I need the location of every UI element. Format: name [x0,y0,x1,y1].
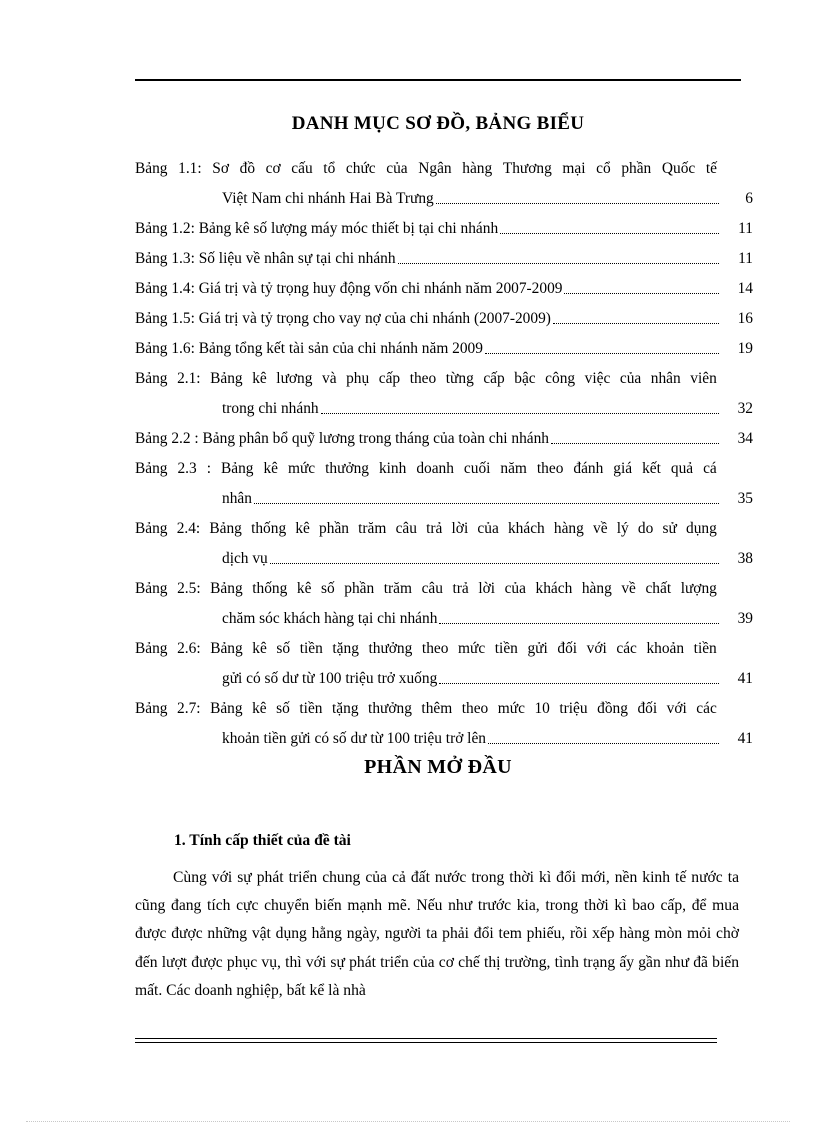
dot-leader [485,334,719,354]
toc-page-number: 38 [737,550,753,567]
toc-word: Bảng [135,580,168,597]
toc-word: 2.6: [177,640,201,657]
toc-word: lương [276,370,313,387]
toc-word: tiền [494,640,518,657]
toc-word: của [477,520,499,537]
toc-word: Bảng [135,640,168,657]
toc-word: với [666,700,687,717]
toc-word: việc [584,370,611,387]
toc-word: lời [478,580,496,597]
toc-word: đồ [239,160,256,177]
toc-word: chất [645,580,672,597]
toc-word: Bảng [220,460,254,477]
body-paragraph: Cùng với sự phát triển chung của cả đất nước trong thời kì đổi mới, nền kinh tế nước ta cũng đang tích cực chuyển biến mạnh mẽ. Nếu như trước kia, trong thời kì bao cấp, để mua được được những vật dụng hằng ngày, người ta phải đổi tem phiếu, rồi xếp hàng mòn mỏi chờ đến lượt được phục vụ, thì với sự phát triển của cơ chế thị trường, tình trạng ấy gần như đã biến mất. Các doanh nghiệp, bất kể là nhà [135,869,739,999]
toc-word: theo [536,460,564,477]
dot-leader [398,244,719,264]
toc-word: về [621,580,636,597]
toc-page-number: 16 [737,310,753,327]
toc-word: Bảng [135,520,168,537]
toc-word: các [616,640,637,657]
toc-word: 2.3 [177,460,197,477]
toc-word: kê [296,580,312,597]
toc-word: các [696,700,717,717]
toc-page-number: 14 [737,280,753,297]
toc-page-number: 41 [737,730,753,747]
toc-entry-text: Bảng 1.2: Bảng kê số lượng máy móc thiết bị tại chi nhánh [135,220,499,237]
toc-word: thưởng [368,700,412,717]
toc-word: trả [452,580,469,597]
toc-word: của [386,160,408,177]
toc-word: phần [319,520,349,537]
toc-word: Bảng [135,460,168,477]
dot-leader [553,304,719,324]
toc-word: lý [616,520,629,537]
toc-word: 1.1: [178,160,202,177]
list-of-tables-heading: DANH MỤC SƠ ĐỒ, BẢNG BIỂU [291,113,585,134]
header-rule [135,79,741,81]
toc-word: Bảng [135,160,168,177]
toc-page-number: 41 [737,670,753,687]
dot-leader [270,544,719,564]
toc-word: : [206,460,211,477]
toc-word: doanh [416,460,454,477]
toc-word: phần [621,160,652,177]
toc-page-number: 39 [737,610,753,627]
toc-entry [135,304,753,334]
toc-word: Bảng [209,520,242,537]
toc-entry [135,214,753,244]
toc-entry [135,454,753,514]
toc-word: Ngân [418,160,452,177]
toc-word: kết [642,460,661,477]
toc-word: cơ [265,160,281,177]
toc-word: khách [535,580,573,597]
toc-page-number: 32 [737,400,753,417]
toc-word: năm [500,460,527,477]
toc-entry [135,574,753,634]
toc-word: mại [562,160,586,177]
toc-word: 2.4: [176,520,201,537]
toc-word: Bảng [135,370,168,387]
toc-word: dụng [686,520,717,537]
toc-word: tổ [323,160,336,177]
toc-word: 2.7: [177,700,201,717]
toc-entry [135,514,753,574]
toc-word: câu [395,520,417,537]
toc-word: thống [251,520,287,537]
toc-word: số [276,700,290,717]
toc-entry-text: chăm sóc khách hàng tại chi nhánh [222,610,438,627]
toc-word: viên [690,370,717,387]
toc-word: mức [497,700,525,717]
toc-word: cá [703,460,717,477]
toc-word: bậc [514,370,536,387]
dot-leader [500,214,719,234]
toc-word: mức [287,460,316,477]
toc-word: hàng [553,520,584,537]
toc-word: của [504,580,526,597]
toc-word: kinh [378,460,407,477]
toc-word: 10 [534,700,550,717]
toc-entry [135,274,753,304]
toc-word: nhân [650,370,681,387]
toc-word: từng [445,370,474,387]
table-of-contents [135,154,753,754]
dot-leader [564,274,719,294]
toc-word: phụ [346,370,370,387]
dot-leader [254,484,719,504]
toc-entry [135,244,753,274]
toc-word: sử [662,520,677,537]
toc-word: giá [613,460,633,477]
dot-leader [439,604,719,624]
toc-word: đối [637,700,658,717]
toc-word: tiền [693,640,717,657]
toc-word: về [593,520,608,537]
toc-word: kê [263,460,278,477]
toc-word: theo [409,370,437,387]
toc-page-number: 35 [737,490,753,507]
dot-leader [436,184,719,204]
toc-entry-text: khoản tiền gửi có số dư từ 100 triệu trở lên [222,730,486,747]
toc-word: Sơ [212,160,229,177]
toc-entry [135,334,753,364]
toc-word: theo [421,640,449,657]
toc-page-number: 11 [738,250,753,267]
toc-word: Bảng [135,700,168,717]
toc-page-number: 34 [737,430,753,447]
toc-word: tiền [299,640,323,657]
toc-word: phần [344,580,375,597]
dot-leader [488,724,719,744]
toc-word: cấp [378,370,401,387]
toc-word: thêm [421,700,453,717]
toc-entry-text: Bảng 2.2 : Bảng phân bổ quỹ lương trong tháng của toàn chi nhánh [135,430,549,447]
toc-entry-text: Bảng 1.6: Bảng tổng kết tài sản của chi nhánh năm 2009 [135,340,483,357]
toc-entry-text: dịch vụ [222,550,268,567]
toc-word: kê [295,520,310,537]
toc-page-number: 6 [745,190,753,207]
toc-word: Bảng [210,640,243,657]
toc-word: đồng [597,700,628,717]
toc-word: khách [507,520,545,537]
toc-word: câu [421,580,443,597]
toc-word: tặng [332,700,359,717]
toc-page-number: 19 [737,340,753,357]
toc-entry-text: trong chi nhánh [222,400,319,417]
toc-word: thưởng [325,460,369,477]
toc-word: quả [670,460,694,477]
toc-word: tặng [332,640,359,657]
toc-page-number: 11 [738,220,753,237]
toc-entry-text: nhân [222,490,252,507]
toc-word: theo [461,700,489,717]
toc-word: lời [451,520,469,537]
toc-entry [135,154,753,214]
toc-word: cấu [291,160,313,177]
toc-word: hàng [462,160,493,177]
toc-word: 2.1: [177,370,201,387]
section-title: 1. Tính cấp thiết của đề tài [174,832,351,849]
dot-leader [551,424,719,444]
toc-entry-text: Bảng 1.4: Giá trị và tỷ trọng huy động vốn chi nhánh năm 2007-2009 [135,280,563,297]
toc-word: khoản [646,640,685,657]
toc-word: cấp [483,370,505,387]
toc-word: thưởng [368,640,413,657]
toc-word: kê [252,370,267,387]
footer-rule [135,1038,717,1043]
toc-word: tiền [299,700,323,717]
toc-word: cổ [596,160,611,177]
toc-word: công [545,370,576,387]
toc-word: triệu [559,700,588,717]
toc-word: đối [557,640,578,657]
toc-entry-text: Bảng 1.3: Số liệu về nhân sự tại chi nhánh [135,250,396,267]
toc-word: kê [252,700,267,717]
toc-entry [135,634,753,694]
toc-word: số [321,580,335,597]
toc-entry [135,694,753,754]
toc-word: của [619,370,642,387]
toc-word: 2.5: [177,580,201,597]
toc-word: và [322,370,337,387]
dot-leader [321,394,719,414]
toc-word: Bảng [210,700,243,717]
toc-entry-text: Bảng 1.5: Giá trị và tỷ trọng cho vay nợ của chi nhánh (2007-2009) [135,310,551,327]
toc-word: kê [252,640,267,657]
toc-word: mức [458,640,486,657]
toc-word: với [586,640,607,657]
toc-entry [135,424,753,454]
toc-entry-text: Việt Nam chi nhánh Hai Bà Trưng [222,190,434,207]
toc-word: tế [705,160,717,177]
toc-entry-text: gửi có số dư từ 100 triệu trở xuống [222,670,438,687]
toc-word: trăm [383,580,412,597]
toc-word: Quốc [661,160,696,177]
toc-word: số [276,640,291,657]
toc-word: gửi [527,640,548,657]
toc-entry [135,364,753,424]
toc-word: lượng [680,580,717,597]
toc-word: thống [252,580,288,597]
toc-word: hàng [581,580,612,597]
toc-word: Bảng [210,580,243,597]
toc-word: đánh [573,460,604,477]
toc-word: Bảng [210,370,243,387]
toc-word: cuối [463,460,491,477]
toc-word: Thương [502,160,552,177]
part-heading: PHẦN MỞ ĐẦU [364,756,512,778]
toc-word: chức [345,160,376,177]
page-edge [26,1121,790,1122]
toc-word: trăm [358,520,387,537]
toc-word: do [637,520,654,537]
toc-word: trả [426,520,443,537]
dot-leader [439,664,719,684]
